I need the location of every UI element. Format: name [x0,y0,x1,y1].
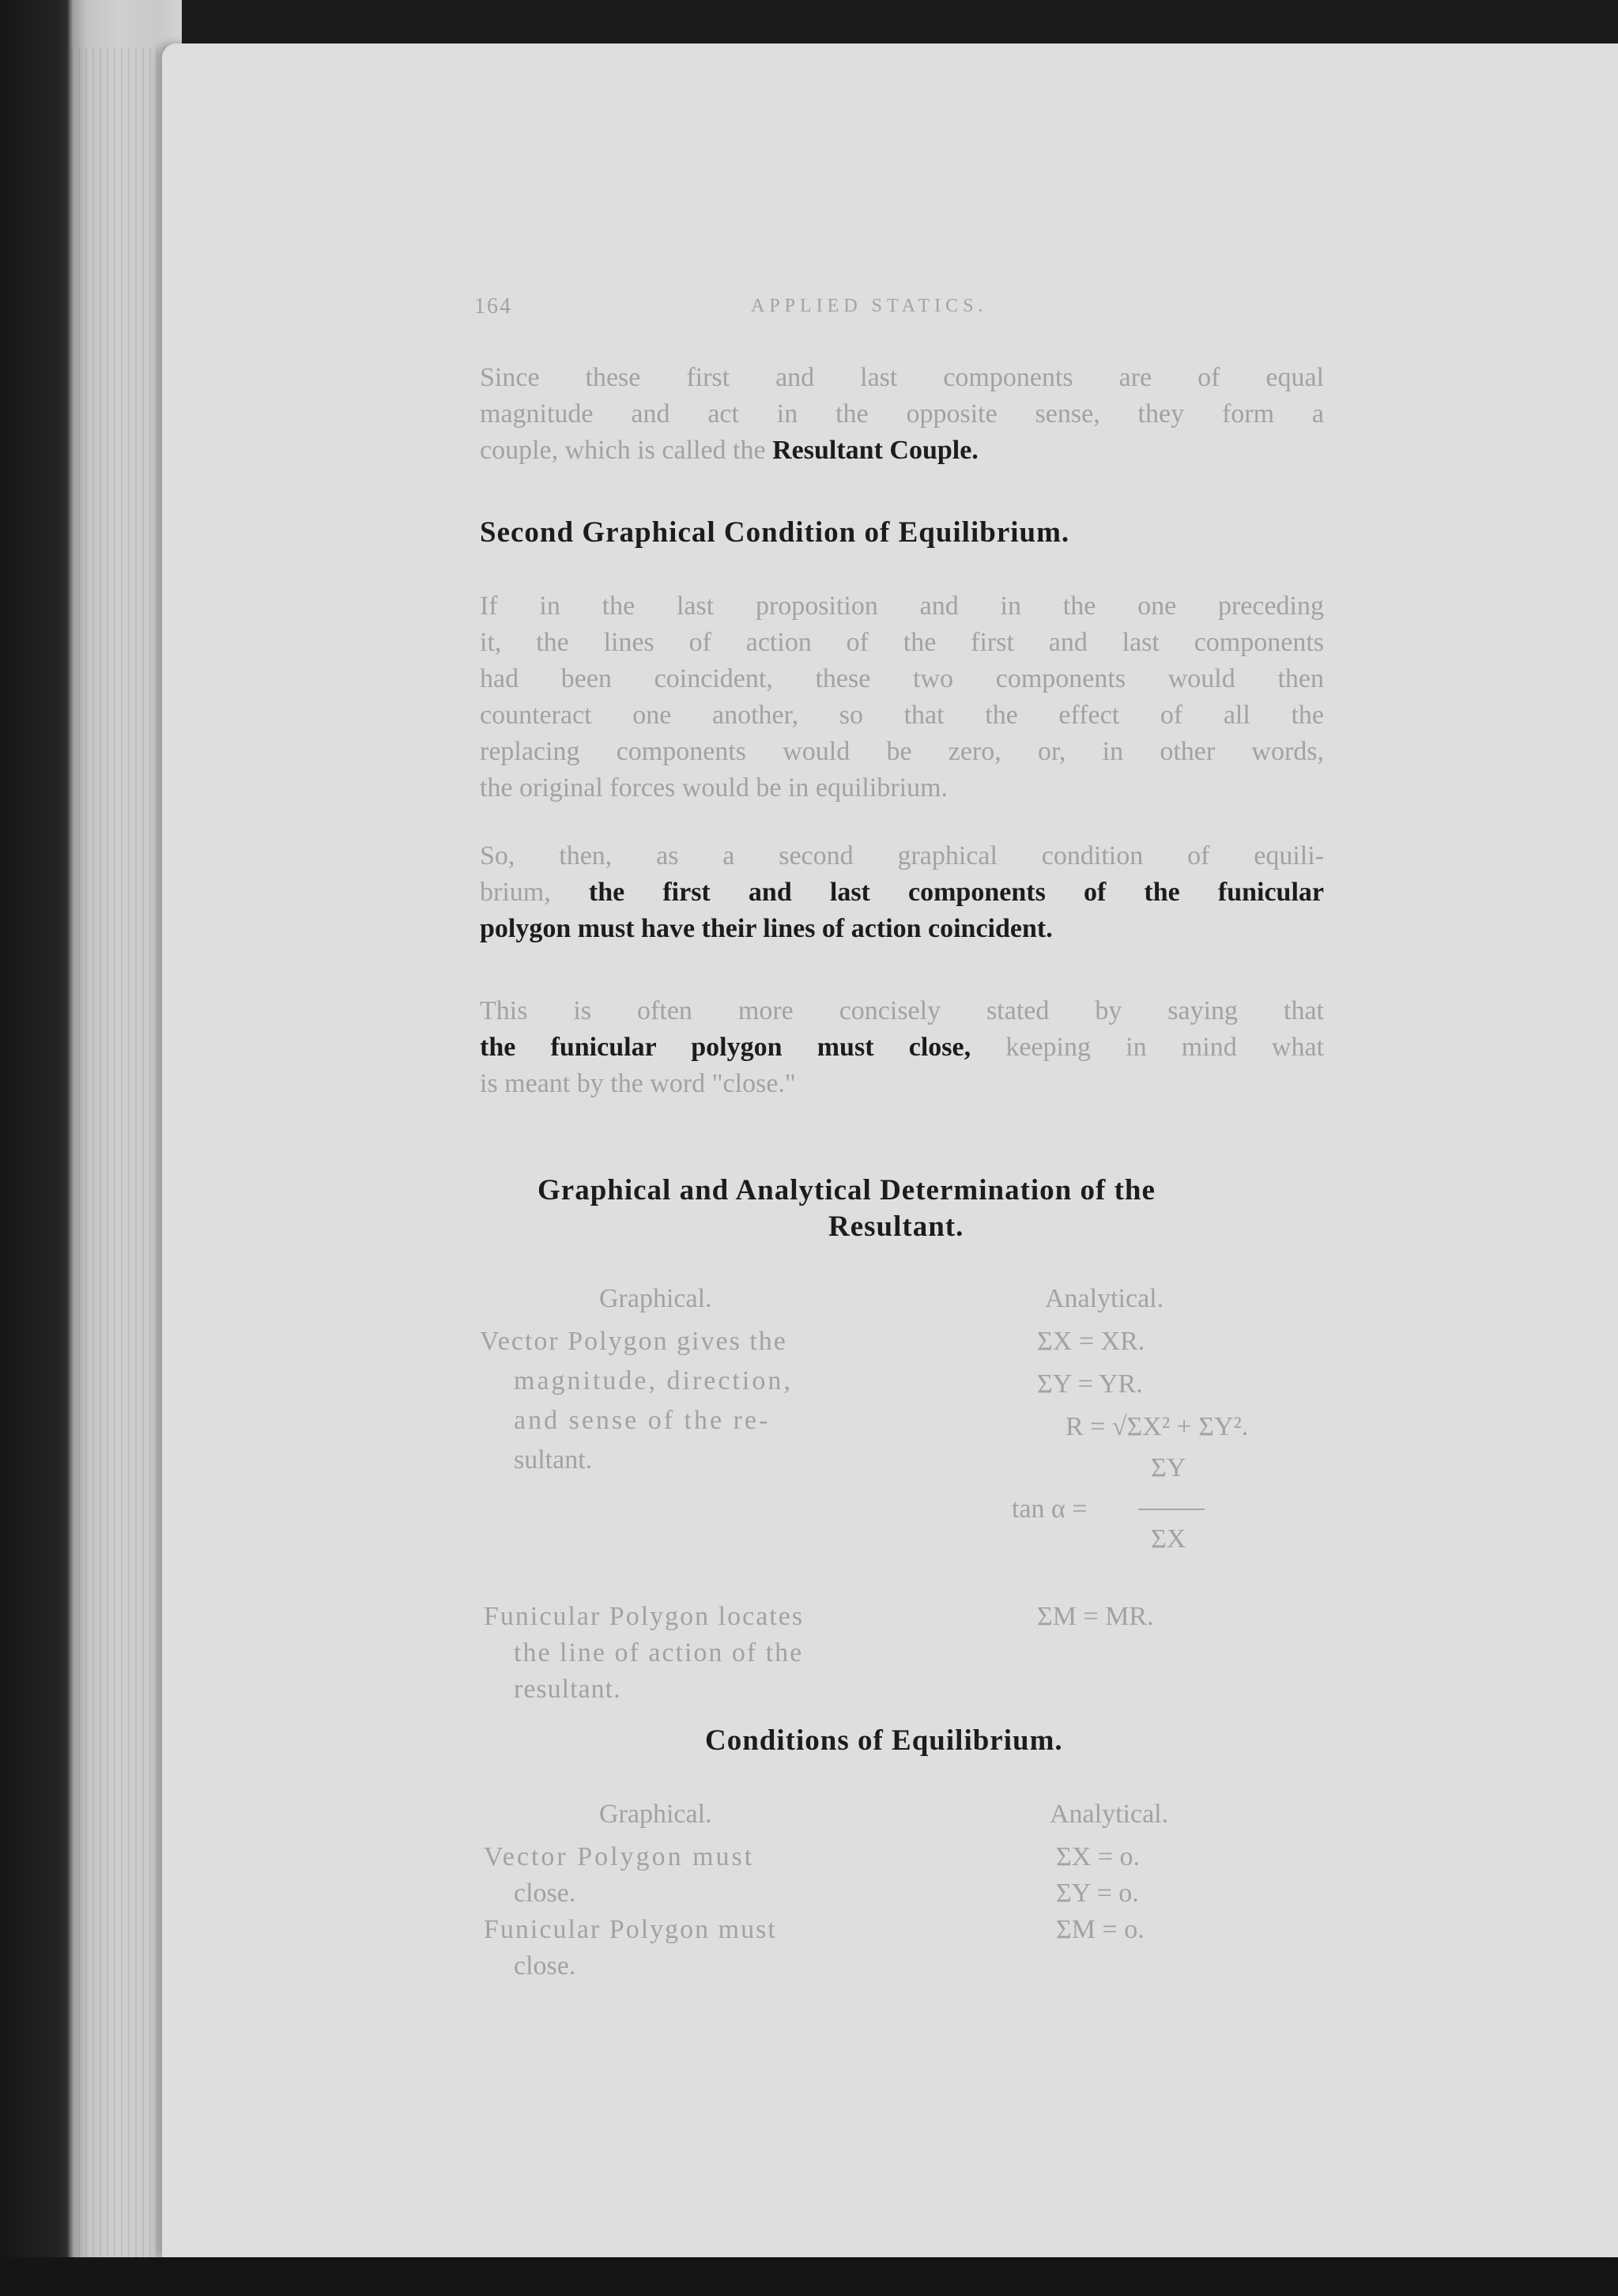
running-title: APPLIED STATICS. [751,296,988,316]
para2-line2: it, the lines of action of the first and last components [480,628,1324,657]
eq-sum-x: ΣX = XR. [1037,1327,1145,1356]
table2-funicular-line2: close. [514,1951,576,1981]
para3-line2-bold: the first and last components of the funicular [588,878,1325,907]
eq2-sum-y-zero: ΣY = o. [1056,1879,1139,1908]
table2-graphical-header: Graphical. [599,1799,712,1829]
resultant-couple-term: Resultant Couple. [772,436,979,465]
vector-polygon-line3: and sense of the re- [514,1406,771,1435]
para2-line6: the original forces would be in equilibrium. [480,773,949,802]
para1-line2: magnitude and act in the opposite sense, they form a [480,399,1324,429]
table1-graphical-header: Graphical. [599,1284,712,1313]
heading-conditions-of-equilibrium: Conditions of Equilibrium. [705,1724,1063,1757]
funicular-polygon-must-close: the funicular polygon must close, [480,1033,971,1062]
para2-line3: had been coincident, these two components would then [480,664,1324,693]
eq-tan-denominator: ΣX [1151,1524,1186,1554]
eq2-sum-m-zero: ΣM = o. [1056,1915,1145,1944]
para1-line1: Since these first and last components are of equal [480,363,1324,392]
eq-tan-label: tan α = [1012,1494,1088,1524]
table2-analytical-header: Analytical. [1050,1799,1169,1829]
eq2-sum-x-zero: ΣX = o. [1056,1842,1141,1871]
funicular-polygon-line1: Funicular Polygon locates [484,1602,805,1631]
para2-line5: replacing components would be zero, or, in other words, [480,737,1324,766]
eq-resultant-magnitude: R = √ΣX² + ΣY². [1065,1412,1249,1441]
para1-line3 [480,432,979,469]
funicular-polygon-line2: the line of action of the [514,1638,804,1667]
para3-line1: So, then, as a second graphical condition of equili- [480,841,1324,870]
table1-analytical-header: Analytical. [1045,1284,1164,1313]
vector-polygon-line2: magnitude, direction, [514,1366,793,1395]
para3-line2-plain: brium, [480,878,551,907]
book-binding-edge [0,0,182,2296]
page-number: 164 [474,294,512,319]
scan-bottom-edge [0,2257,1618,2296]
para4-line1: This is often more concisely stated by saying that [480,996,1324,1025]
para2-line4: counteract one another, so that the effect of all the [480,701,1324,730]
table2-vector-line1: Vector Polygon must [484,1842,755,1871]
para4-line2 [480,1029,1324,1066]
eq-sum-moments: ΣM = MR. [1037,1602,1154,1631]
funicular-polygon-line3: resultant. [514,1675,621,1704]
heading-determination-resultant-line2: Resultant. [828,1210,964,1243]
para2-line1: If in the last proposition and in the one preceding [480,591,1324,621]
fraction-bar [1138,1509,1205,1510]
table2-funicular-line1: Funicular Polygon must [484,1915,777,1944]
page-edges-stack [71,47,174,2261]
para4-line3: is meant by the word "close." [480,1069,796,1098]
para4-line2-plain: keeping in mind what [1005,1033,1325,1062]
heading-determination-resultant-line1: Graphical and Analytical Determination of the [537,1174,1156,1207]
heading-second-graphical-condition: Second Graphical Condition of Equilibrium. [480,516,1070,549]
vector-polygon-line1: Vector Polygon gives the [480,1327,787,1356]
table2-vector-line2: close. [514,1879,576,1908]
para1-line3-plain: couple, which is called the [480,436,766,465]
para3-line3-bold: polygon must have their lines of action coincident. [480,914,1053,943]
vector-polygon-line4: sultant. [514,1445,593,1475]
para3-line2 [480,874,1324,911]
eq-sum-y: ΣY = YR. [1037,1369,1143,1399]
eq-tan-numerator: ΣY [1151,1453,1186,1482]
